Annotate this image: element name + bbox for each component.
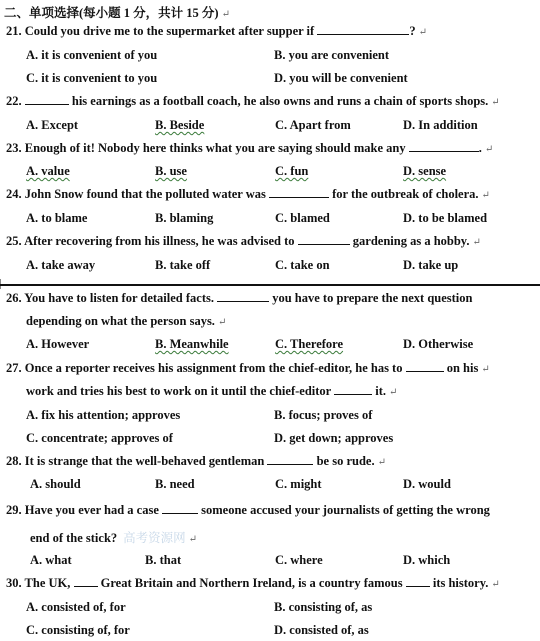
- return-mark: ↵: [418, 27, 427, 38]
- option-a[interactable]: A. what: [30, 553, 72, 567]
- option-a[interactable]: A. it is convenient of you: [26, 48, 158, 62]
- question-number: 24.: [6, 187, 22, 201]
- question-text: Have you ever had a case: [24, 503, 159, 517]
- page-divider: [0, 284, 540, 286]
- question-26-cont: [26, 314, 226, 329]
- option-d[interactable]: D. Otherwise: [403, 337, 474, 351]
- question-25: [6, 234, 481, 249]
- option-b[interactable]: B. consisting of, as: [274, 600, 373, 614]
- answer-blank[interactable]: [74, 576, 98, 587]
- option-c[interactable]: C. blamed: [275, 211, 330, 225]
- option-a[interactable]: A. fix his attention; approves: [26, 408, 181, 422]
- question-text: on his: [446, 361, 479, 375]
- question-21: [6, 24, 427, 39]
- question-29: [6, 503, 490, 518]
- question-26: [6, 291, 472, 306]
- question-text: its history.: [432, 576, 489, 590]
- option-d[interactable]: D. sense: [403, 164, 447, 178]
- option-b[interactable]: B. use: [155, 164, 187, 178]
- option-c[interactable]: C. it is convenient to you: [26, 71, 158, 85]
- question-24: [6, 187, 490, 202]
- option-c[interactable]: C. take on: [275, 258, 330, 272]
- question-text: Great Britain and Northern Ireland, is a country famous: [100, 576, 403, 590]
- question-text: end of the stick?: [30, 531, 118, 545]
- question-28: [6, 454, 386, 469]
- answer-blank[interactable]: [334, 384, 372, 395]
- answer-blank[interactable]: [406, 361, 444, 372]
- option-b[interactable]: B. need: [155, 477, 195, 491]
- question-27-cont: [26, 384, 397, 399]
- option-a[interactable]: A. consisted of, for: [26, 600, 126, 614]
- question-text: Once a reporter receives his assignment from the chief-editor, he has to: [24, 361, 403, 375]
- option-d[interactable]: D. would: [403, 477, 451, 491]
- section-title: [4, 3, 230, 21]
- return-mark: ↵: [481, 364, 490, 375]
- question-text: depending on what the person says.: [26, 314, 215, 328]
- question-23: [6, 141, 493, 156]
- option-d[interactable]: D. which: [403, 553, 451, 567]
- option-a[interactable]: A. Except: [26, 118, 79, 132]
- answer-blank[interactable]: [217, 291, 269, 302]
- question-29-cont: [30, 528, 197, 546]
- return-mark: ↵: [472, 237, 481, 248]
- answer-blank[interactable]: [162, 503, 198, 514]
- answer-blank[interactable]: [267, 454, 313, 465]
- return-mark: ↵: [389, 387, 398, 398]
- return-mark: ↵: [491, 97, 500, 108]
- question-text: you have to prepare the next question: [272, 291, 473, 305]
- answer-blank[interactable]: [25, 94, 69, 105]
- return-mark: ↵: [491, 579, 500, 590]
- question-text: After recovering from his illness, he was advised to: [24, 234, 295, 248]
- answer-blank[interactable]: [269, 187, 329, 198]
- option-b[interactable]: B. that: [145, 553, 182, 567]
- return-mark: ↵: [484, 144, 494, 155]
- question-number: 26.: [6, 291, 22, 305]
- option-c[interactable]: C. might: [275, 477, 322, 491]
- question-27: [6, 361, 490, 376]
- question-number: 25.: [6, 234, 22, 248]
- answer-blank[interactable]: [406, 576, 430, 587]
- question-text: work and tries his best to work on it until the chief-editor: [26, 384, 331, 398]
- question-number: 30.: [6, 576, 22, 590]
- option-a[interactable]: A. value: [26, 164, 70, 178]
- question-text: his earnings as a football coach, he also owns and runs a chain of sports shops.: [71, 94, 489, 108]
- option-b[interactable]: B. Beside: [155, 118, 205, 132]
- option-c[interactable]: C. Therefore: [275, 337, 344, 351]
- return-mark: ↵: [481, 190, 490, 201]
- question-text: You have to listen for detailed facts.: [24, 291, 214, 305]
- option-b[interactable]: B. you are convenient: [274, 48, 390, 62]
- answer-blank[interactable]: [317, 24, 409, 35]
- question-text: ?: [409, 24, 416, 38]
- option-b[interactable]: B. Meanwhile: [155, 337, 229, 351]
- option-b[interactable]: B. take off: [155, 258, 211, 272]
- question-text: It is strange that the well-behaved gentleman: [24, 454, 265, 468]
- question-text: for the outbreak of cholera.: [332, 187, 479, 201]
- question-number: 21.: [6, 24, 22, 38]
- answer-blank[interactable]: [298, 234, 350, 245]
- question-text: it.: [375, 384, 386, 398]
- answer-blank[interactable]: [409, 141, 479, 152]
- question-number: 27.: [6, 361, 22, 375]
- option-d[interactable]: D. to be blamed: [403, 211, 488, 225]
- question-number: 22.: [6, 94, 22, 108]
- question-text: The UK,: [24, 576, 71, 590]
- option-d[interactable]: D. In addition: [403, 118, 478, 132]
- question-text: someone accused your journalists of getting the wrong: [201, 503, 490, 517]
- option-d[interactable]: D. consisted of, as: [274, 623, 369, 637]
- option-b[interactable]: B. blaming: [155, 211, 214, 225]
- option-d[interactable]: D. you will be convenient: [274, 71, 408, 85]
- option-c[interactable]: C. fun: [275, 164, 309, 178]
- question-number: 29.: [6, 503, 22, 517]
- option-a[interactable]: A. However: [26, 337, 90, 351]
- question-text: John Snow found that the polluted water was: [24, 187, 266, 201]
- question-22: [6, 94, 500, 109]
- section-title-text: 二、单项选择(每小题 1 分，共计 15 分): [4, 6, 219, 20]
- option-a[interactable]: A. to blame: [26, 211, 88, 225]
- option-c[interactable]: C. where: [275, 553, 323, 567]
- return-mark: ↵: [188, 534, 198, 545]
- question-30: [6, 576, 500, 591]
- return-mark: ↵: [377, 457, 386, 468]
- option-c[interactable]: C. concentrate; approves of: [26, 431, 173, 445]
- return-mark: ↵: [221, 9, 230, 20]
- question-number: 23.: [6, 141, 22, 155]
- option-d[interactable]: D. get down; approves: [274, 431, 394, 445]
- option-a[interactable]: A. take away: [26, 258, 96, 272]
- option-b[interactable]: B. focus; proves of: [274, 408, 373, 422]
- option-d[interactable]: D. take up: [403, 258, 459, 272]
- question-text: .: [478, 141, 482, 155]
- question-text: Enough of it! Nobody here thinks what you are saying should make any: [24, 141, 406, 155]
- question-number: 28.: [6, 454, 22, 468]
- option-c[interactable]: C. consisting of, for: [26, 623, 130, 637]
- option-c[interactable]: C. Apart from: [275, 118, 351, 132]
- watermark-text: 高考资源网: [123, 531, 186, 545]
- return-mark: ↵: [217, 317, 227, 328]
- option-a[interactable]: A. should: [30, 477, 81, 491]
- question-text: be so rude.: [316, 454, 375, 468]
- question-text: Could you drive me to the supermarket after supper if: [24, 24, 315, 38]
- question-text: gardening as a hobby.: [352, 234, 470, 248]
